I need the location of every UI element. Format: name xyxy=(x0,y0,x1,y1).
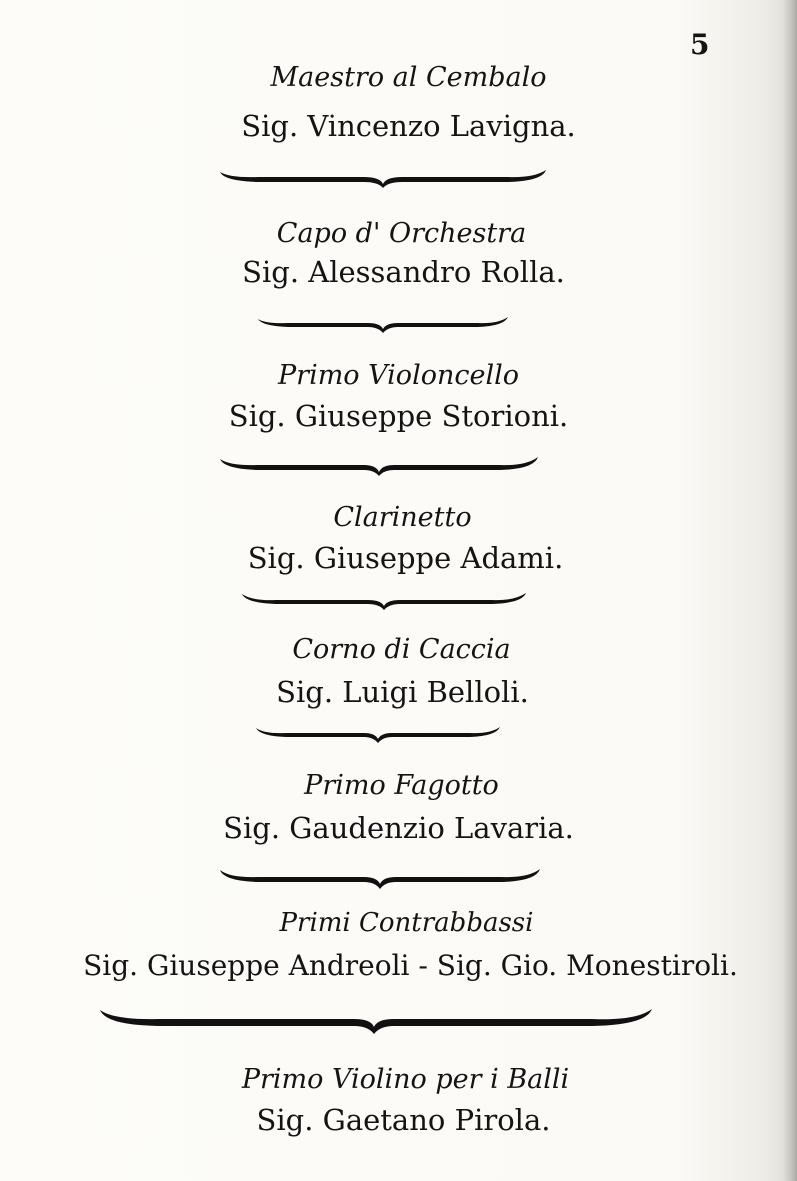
page-gutter-shadow xyxy=(783,0,797,1181)
role-title: Capo d' Orchestra xyxy=(276,218,527,249)
brace-divider xyxy=(218,454,540,480)
person-name: Sig. Giuseppe Adami. xyxy=(247,541,564,575)
person-name: Sig. Giuseppe Andreoli - Sig. Gio. Monestiroli. xyxy=(83,949,738,982)
brace-divider xyxy=(98,1006,654,1036)
role-title: Corno di Caccia xyxy=(292,634,511,665)
brace-divider xyxy=(218,866,542,892)
role-title: Clarinetto xyxy=(333,502,472,533)
brace-divider xyxy=(240,590,528,614)
role-title: Primo Violino per i Balli xyxy=(241,1064,570,1095)
person-name: Sig. Luigi Belloli. xyxy=(276,675,529,709)
role-title: Primo Violoncello xyxy=(278,360,519,391)
brace-divider xyxy=(254,724,502,746)
person-name: Sig. Gaudenzio Lavaria. xyxy=(223,811,574,845)
person-name: Sig. Alessandro Rolla. xyxy=(242,255,565,289)
role-title: Maestro al Cembalo xyxy=(270,62,547,93)
page-number: 5 xyxy=(690,28,710,61)
brace-divider xyxy=(218,166,548,192)
brace-divider xyxy=(256,314,510,336)
person-name: Sig. Vincenzo Lavigna. xyxy=(241,109,576,143)
role-title: Primo Fagotto xyxy=(304,770,499,801)
role-title: Primi Contrabbassi xyxy=(279,908,534,938)
person-name: Sig. Giuseppe Storioni. xyxy=(228,399,569,433)
person-name: Sig. Gaetano Pirola. xyxy=(256,1103,551,1137)
